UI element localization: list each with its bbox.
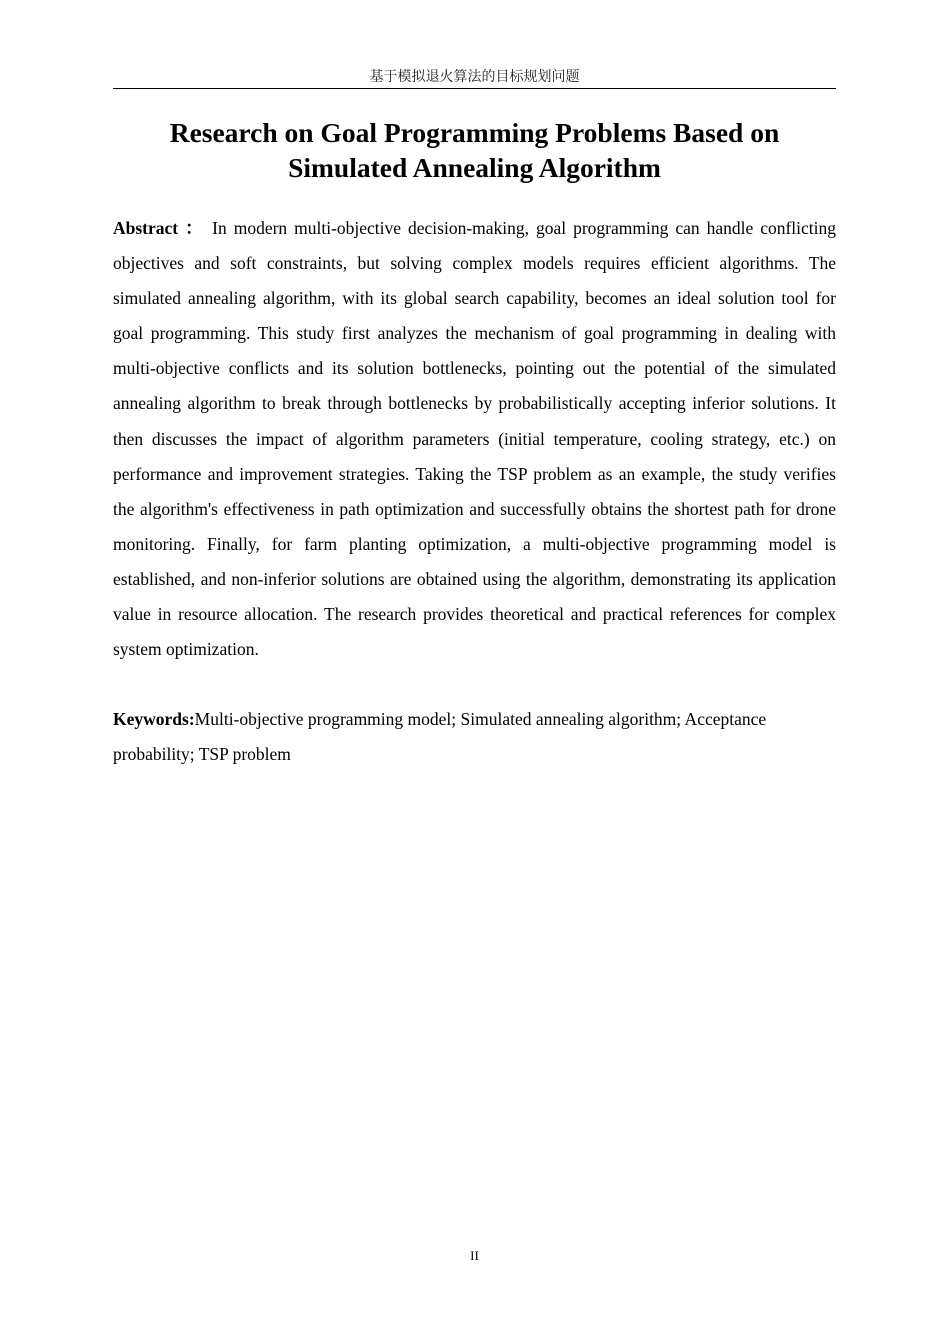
page-number: II [470, 1248, 479, 1263]
running-header: 基于模拟退火算法的目标规划问题 [369, 69, 580, 85]
keywords-label: Keywords: [113, 709, 195, 729]
title-line-1: Research on Goal Programming Problems Based on [169, 117, 780, 148]
abstract-paragraph [113, 211, 836, 667]
abstract-text: In modern multi-objective decision-making, goal programming can handle conflicting objectives and soft constraints, but solving complex models requires efficient algorithms. The simulated annealing algorithm, with its global search capability, becomes an ideal solution tool for goal programming. This study first analyzes the mechanism of goal programming in dealing with multi-objective conflicts and its solution bottlenecks, pointing out the potential of the simulated annealing algorithm to break through bottlenecks by probabilistically accepting inferior solutions. It then discusses the impact of algorithm parameters (initial temperature, cooling strategy, etc.) on performance and improvement strategies. Taking the TSP problem as an example, the study verifies the algorithm's effectiveness in path optimization and successfully obtains the shortest path for drone monitoring. Finally, for farm planting optimization, a multi-objective programming model is established, and non-inferior solutions are obtained using the algorithm, demonstrating its application value in resource allocation. The research provides theoretical and practical references for complex system optimization. [113, 218, 836, 660]
title-line-2: Simulated Annealing Algorithm [288, 152, 661, 183]
keywords-paragraph [113, 702, 836, 772]
abstract-label: Abstract ： [113, 218, 206, 238]
keywords-text: Multi-objective programming model; Simulated annealing algorithm; Acceptance probability; TSP problem [113, 709, 767, 764]
header-rule [113, 88, 836, 89]
paper-title [113, 115, 836, 185]
